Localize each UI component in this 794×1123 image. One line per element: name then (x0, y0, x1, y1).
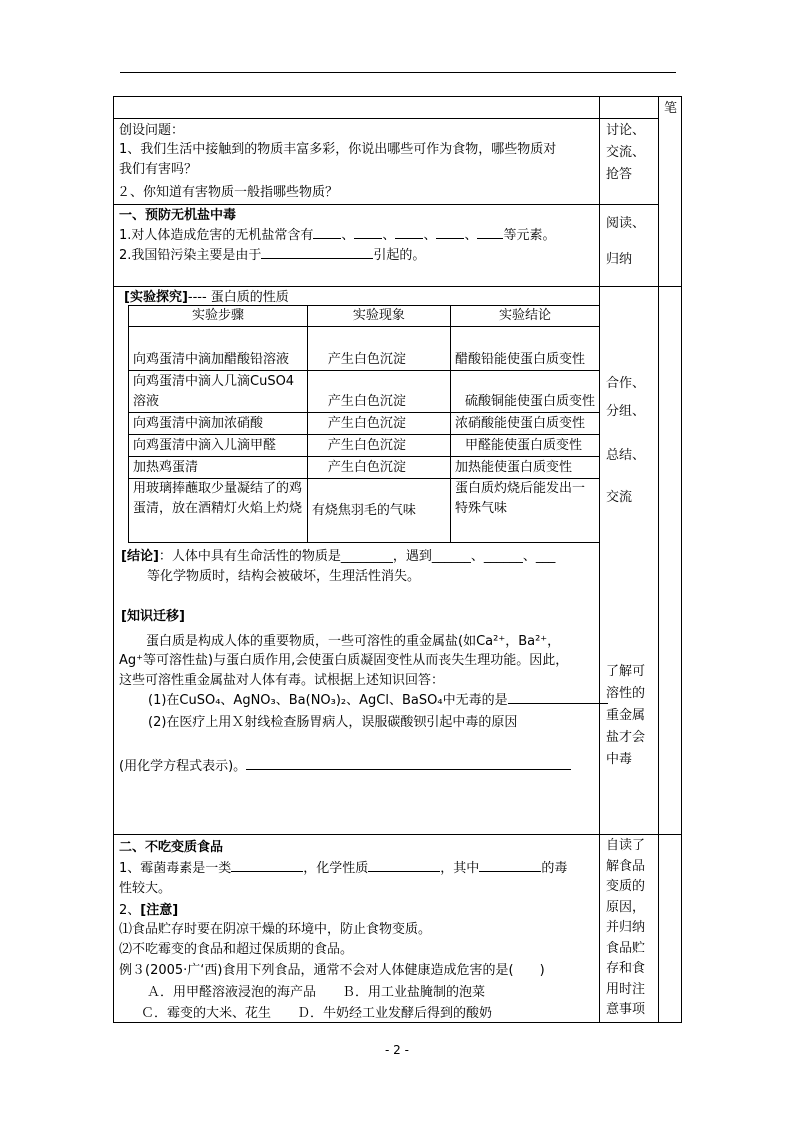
activity-label: 交流、 (606, 145, 646, 160)
column-header: 实验步骤 (129, 306, 308, 327)
row-divider (113, 118, 658, 119)
phenomenon-cell: 产生白色沉淀 (307, 413, 450, 435)
intro-question-2: ２、你知道有害物质一般指哪些物质？ (117, 185, 339, 200)
phenomenon-cell: 产生白色沉淀 (307, 327, 450, 371)
fill-blank (261, 258, 373, 259)
conclusion-cell: 硫酸铜能使蛋白质变性 (450, 371, 599, 413)
activity-label: 重金属 (606, 708, 646, 723)
notes-column-header: 笔 (664, 101, 678, 116)
activity-label: 讨论、 (606, 123, 646, 138)
activity-label: 并归纳 (606, 920, 646, 935)
phenomenon-cell: 有烧焦羽毛的气味 (307, 479, 450, 543)
activity-label: 中毒 (606, 752, 633, 767)
transfer-paragraph-1: 蛋白质是构成人体的重要物质，一些可溶性的重金属盐(如Ca²⁺，Ba²⁺， (146, 634, 561, 649)
activity-label: 用时注 (606, 981, 646, 997)
table-row (129, 413, 600, 435)
table-row (129, 435, 600, 457)
step-cell: 加热鸡蛋清 (129, 457, 308, 479)
intro-question-1-cont: 我们有害吗？ (119, 162, 198, 177)
section-2-line-5: ⑵不吃霉变的食品和超过保质期的食品。 (119, 942, 354, 957)
transfer-paragraph-2: Ag⁺等可溶性盐)与蛋白质作用,会使蛋白质凝固变性从而丧失生理功能。因此， (119, 653, 569, 668)
line-text: ，其中 (440, 861, 480, 876)
example-options-cd: Ｃ．霉变的大米、花生 Ｄ．牛奶经工业发酵后得到的酸奶 (141, 1006, 493, 1021)
activity-label: 总结、 (606, 448, 646, 463)
activity-label: 意事项 (606, 1002, 646, 1017)
row-divider (113, 834, 682, 835)
page-number: - 2 - (385, 1043, 409, 1057)
step-cell: 向鸡蛋清中滴加浓硝酸 (129, 413, 308, 435)
line-text: 的毒 (541, 861, 568, 876)
activity-label: 分组、 (606, 404, 646, 419)
activity-label: 食品贮 (606, 940, 646, 956)
section-1-activity (606, 206, 658, 278)
table-row (129, 327, 600, 371)
step-cell: 向鸡蛋清中滴加醋酸铅溶液 (129, 327, 308, 371)
table-row (129, 371, 600, 413)
fill-blank (246, 769, 571, 770)
section-2-title: 二、不吃变质食品 (119, 840, 224, 855)
fill-blank (477, 238, 503, 239)
section-1-title: 一、预防无机盐中毒 (119, 208, 237, 223)
fill-blank (231, 871, 303, 872)
activity-label: 自读了 (606, 838, 646, 853)
row-divider (113, 204, 658, 205)
intro-activity (606, 120, 658, 186)
question-text: (1)在CuSO₄、AgNO₃、Ba(NO₃)₂、AgCl、BaSO₄中无毒的是 (148, 693, 508, 708)
step-cell: 向鸡蛋清中滴入儿滴甲醛 (129, 435, 308, 457)
separator: 、 (341, 228, 355, 243)
column-divider (658, 96, 659, 1023)
conclusion-cell: 醋酸铅能使蛋白质变性 (450, 327, 599, 371)
fill-blank (436, 238, 464, 239)
experiment-activity (606, 370, 658, 512)
line-text: 2、 (119, 903, 141, 918)
line-text: 1、霉菌毒素是一类 (119, 861, 232, 876)
example-options-ab: Ａ．用甲醛溶液浸泡的海产品 Ｂ．用工业盐腌制的泡菜 (147, 985, 486, 1000)
fill-blank (395, 238, 423, 239)
activity-label: 交流 (606, 490, 633, 505)
fill-blank (354, 238, 382, 239)
separator: 、 (423, 228, 437, 243)
transfer-activity (606, 661, 658, 771)
header-rule (120, 72, 676, 73)
activity-label: 原因， (606, 899, 646, 915)
separator: 、 (464, 228, 478, 243)
table-row (129, 457, 600, 479)
experiment-heading-label: [实验探究] (124, 290, 188, 305)
activity-label: 溶性的 (606, 686, 646, 701)
section-1-line-1 (119, 226, 555, 245)
step-cell: 用玻璃捧蘸取少量凝结了的鸡蛋清，放在酒精灯火焰上灼烧 (129, 479, 308, 543)
transfer-label: [知识迁移] (121, 609, 185, 624)
fill-blank (508, 703, 608, 704)
intro-title: 创设问题： (119, 123, 185, 138)
experiment-conclusion-line-1 (121, 547, 555, 566)
transfer-question-2: (2)在医疗上用Ｘ射线检查肠胃病人，误服碳酸钡引起中毒的原因 (148, 715, 518, 730)
conclusion-cell: 蛋白质灼烧后能发出一特殊气味 (450, 479, 599, 543)
activity-label: 阅读、 (606, 216, 646, 231)
conclusion-cell: 甲醛能使蛋白质变性 (450, 435, 599, 457)
section-2-line-2: 性较大。 (119, 881, 172, 896)
phenomenon-cell: 产生白色沉淀 (307, 457, 450, 479)
line-text: 引起的。 (373, 248, 426, 263)
fill-blank (479, 871, 541, 872)
section-2-line-1 (119, 859, 567, 878)
transfer-question-1 (148, 691, 608, 710)
column-header: 实验结论 (450, 306, 599, 327)
activity-label: 归纳 (606, 252, 633, 267)
column-header: 实验现象 (307, 306, 450, 327)
row-divider (113, 286, 682, 287)
line-text: 等元素。 (503, 228, 556, 243)
transfer-question-3 (119, 757, 571, 776)
line-text: 2.我国铅污染主要是由于 (119, 248, 262, 263)
phenomenon-cell: 产生白色沉淀 (307, 435, 450, 457)
section-2-line-3 (119, 901, 178, 920)
note-label: [注意] (140, 903, 179, 918)
experiment-table (128, 305, 600, 543)
activity-label: 了解可 (606, 664, 646, 679)
conclusion-label: [结论] (121, 549, 159, 564)
experiment-conclusion-line-2: 等化学物质时，结构会被破坏，生理活性消失。 (147, 569, 421, 584)
question-text: (用化学方程式表示)。 (119, 759, 247, 774)
column-divider (599, 96, 600, 1023)
phenomenon-cell: 产生白色沉淀 (307, 371, 450, 413)
activity-label: 变质的 (606, 879, 646, 894)
fill-blank (313, 238, 341, 239)
fill-blank (368, 871, 440, 872)
step-cell: 向鸡蛋清中滴人几滴CuSO4溶液 (129, 371, 308, 413)
activity-label: 解食品 (606, 858, 646, 874)
example-question: 例３(2005·广‘西)食用下列食品，通常不会对人体健康造成危害的是( ) (119, 963, 545, 978)
section-2-line-4: ⑴食品贮存时要在阴凉干燥的环境中，防止食物变质。 (119, 922, 432, 937)
activity-label: 存和食 (606, 961, 646, 976)
line-text: 1.对人体造成危害的无机盐常含有 (119, 228, 314, 243)
line-text: ，化学性质 (303, 861, 369, 876)
section-1-line-2 (119, 246, 425, 265)
activity-label: 抢答 (606, 167, 633, 182)
conclusion-text: ：人体中具有生命活性的物质是________，遇到______、______、___ (158, 549, 556, 564)
conclusion-cell: 加热能使蛋白质变性 (450, 457, 599, 479)
transfer-paragraph-3: 这些可溶性重金属盐对人体有毒。试根据上述知识回答： (119, 673, 445, 688)
activity-label: 盐才会 (606, 730, 646, 745)
separator: 、 (382, 228, 396, 243)
experiment-heading-text: ---- 蛋白质的性质 (187, 290, 289, 305)
activity-label: 合作、 (606, 376, 646, 391)
table-row (129, 479, 600, 543)
conclusion-cell: 浓硝酸能使蛋白质变性 (450, 413, 599, 435)
section-2-activity (606, 836, 658, 1021)
table-header-row (129, 306, 600, 327)
intro-question-1: 1、我们生活中接触到的物质丰富多彩，你说出哪些可作为食物，哪些物质对 (119, 142, 557, 157)
